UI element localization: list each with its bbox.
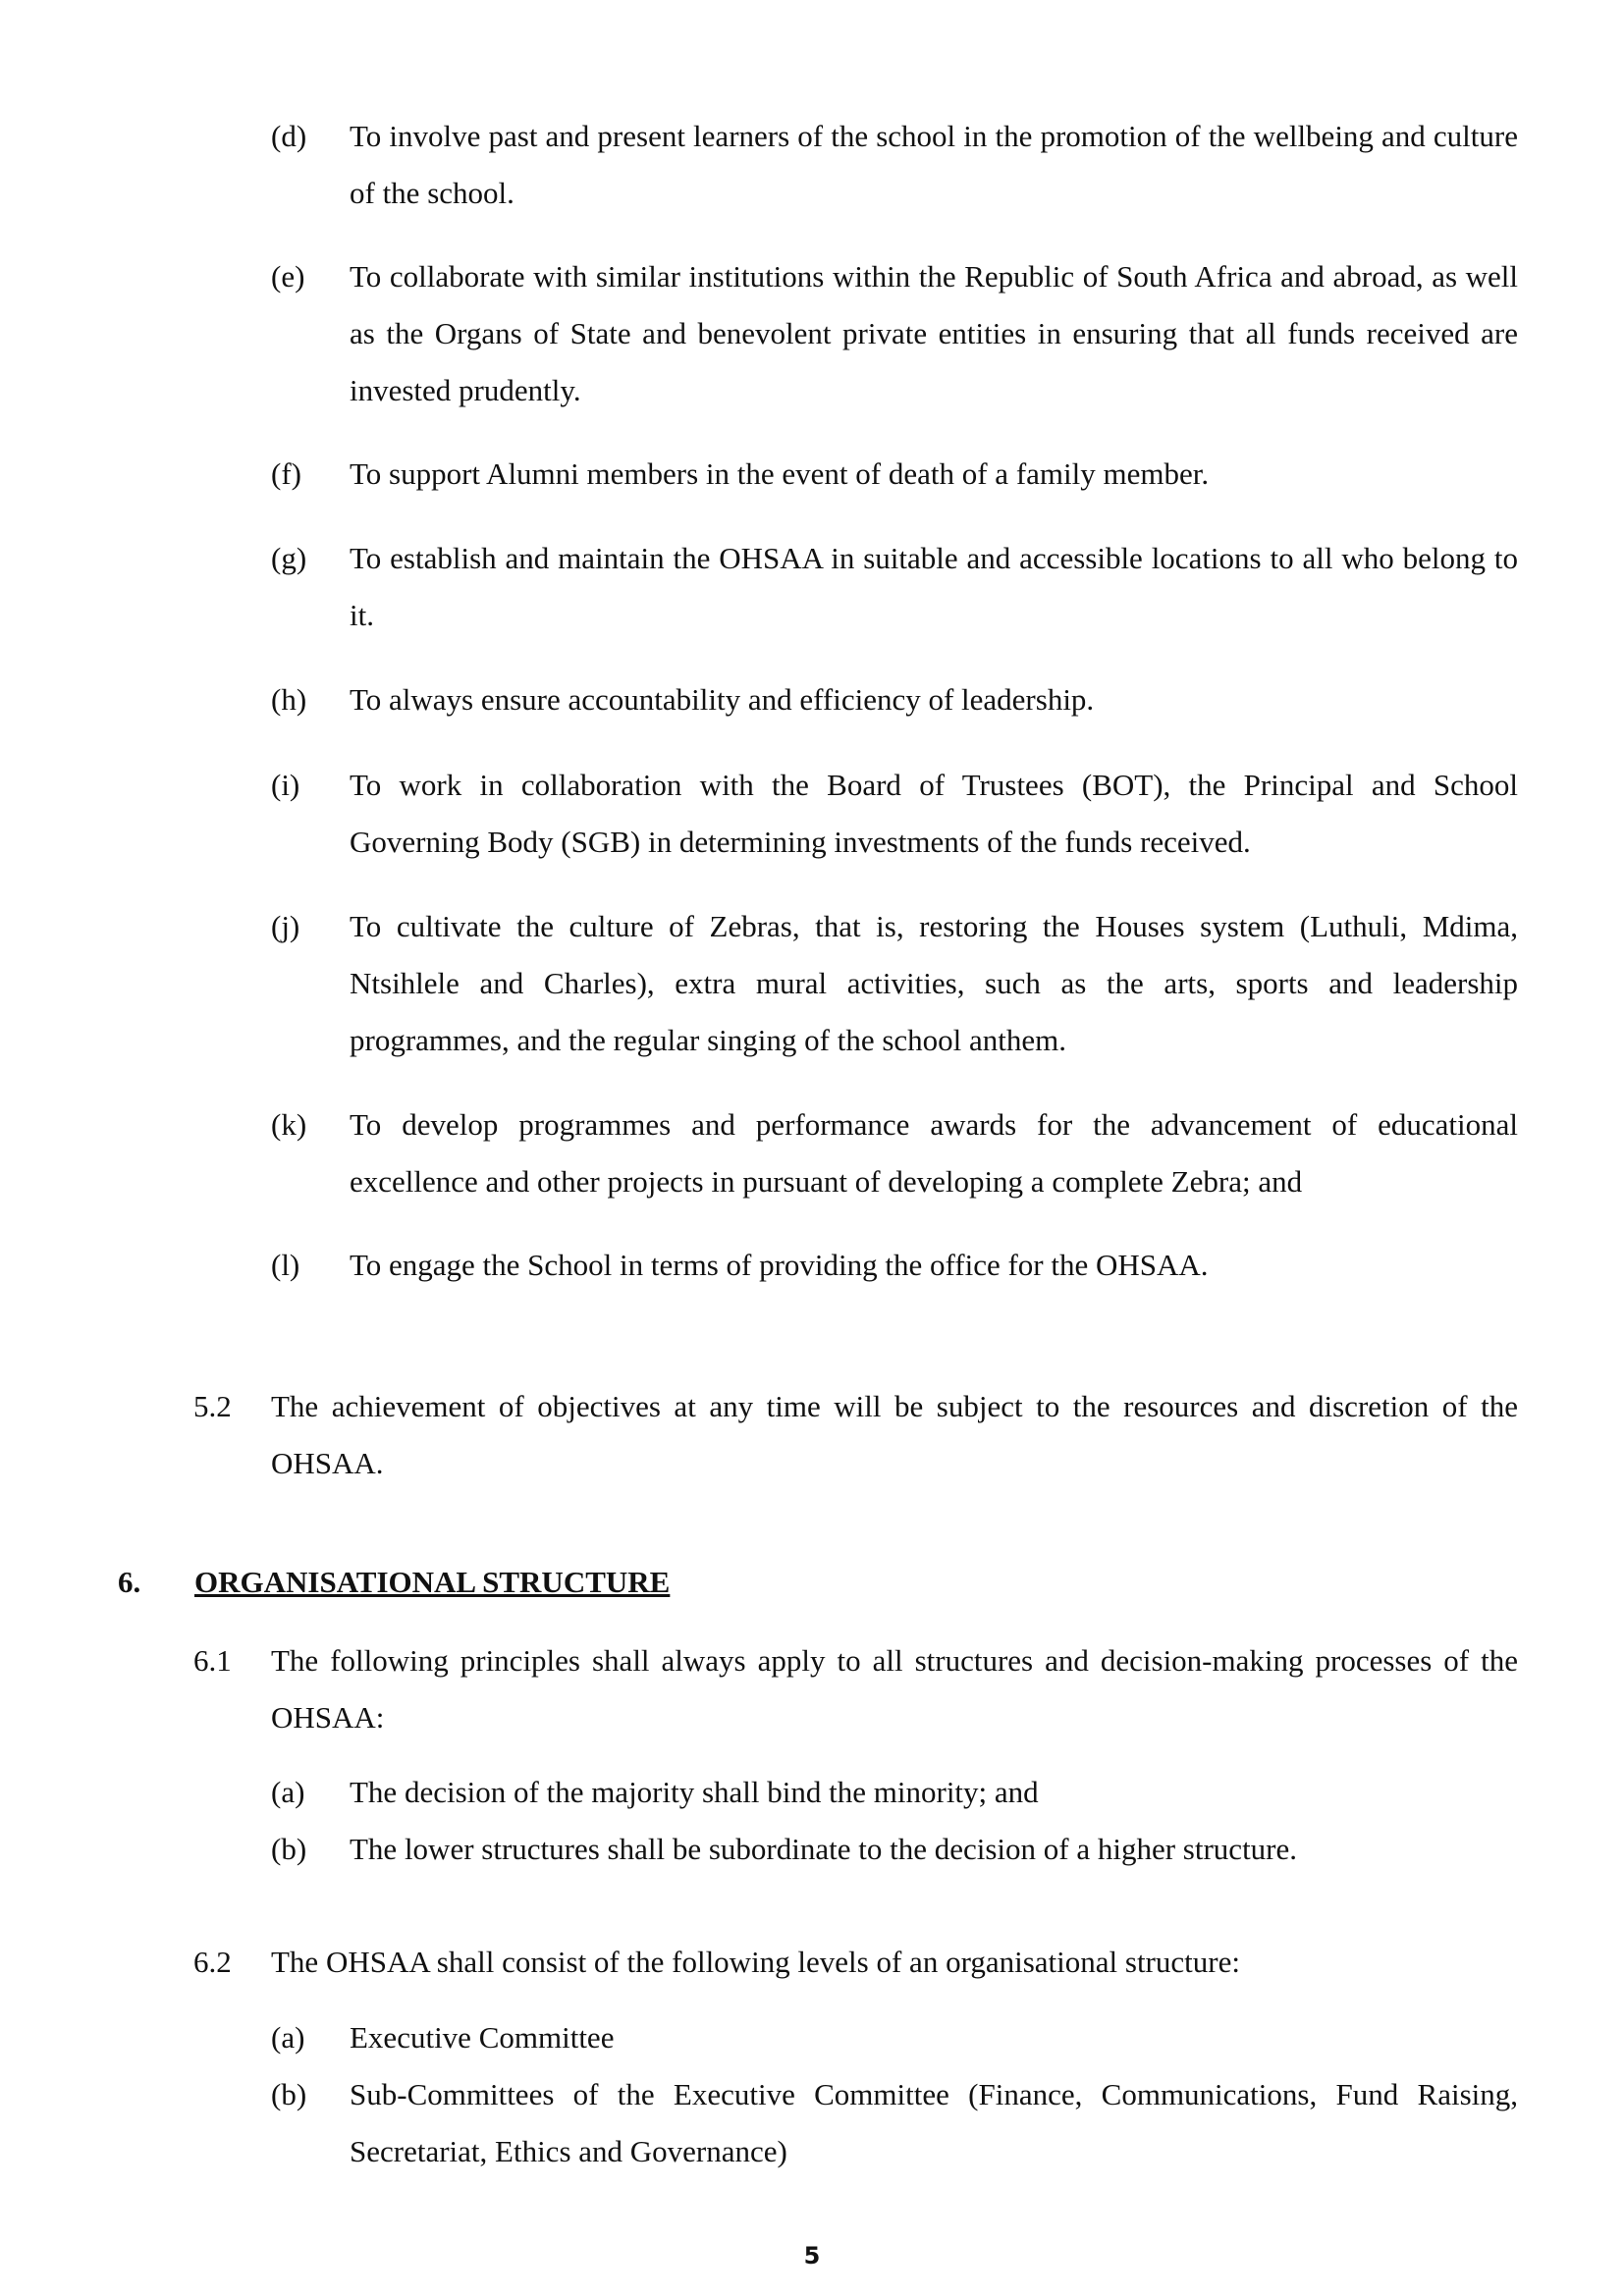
- objective-text-l: To engage the School in terms of providing the office for the OHSAA.: [350, 1248, 1209, 1282]
- objective-item-g: [271, 530, 1518, 644]
- clause-6-2-item-a: [271, 2009, 1518, 2066]
- clause-6-2-text-b: Sub-Committees of the Executive Committee (Finance, Communications, Fund Raising, Secretariat, Ethics and Governance): [350, 2077, 1518, 2168]
- clause-6-1: [193, 1632, 1518, 1746]
- clause-6-2-text-a: Executive Committee: [350, 2020, 615, 2055]
- clause-6-1-text-a: The decision of the majority shall bind the minority; and: [350, 1775, 1039, 1809]
- clause-5-2: [193, 1378, 1518, 1492]
- objective-item-j: [271, 898, 1518, 1069]
- objective-item-i: [271, 757, 1518, 871]
- objective-item-l: [271, 1237, 1518, 1294]
- objective-text-j: To cultivate the culture of Zebras, that is, restoring the Houses system (Luthuli, Mdima, Ntsihlele and Charles), extra mural activities, such as the arts, sports and leadership programmes, and the regular singing of the school anthem.: [350, 909, 1518, 1057]
- clause-6-1-item-b: [271, 1821, 1518, 1878]
- objective-item-d: [271, 108, 1518, 222]
- clause-6-2-item-b: [271, 2066, 1518, 2180]
- clause-6-1-label-a: (a): [271, 1775, 305, 1809]
- objective-text-d: To involve past and present learners of the school in the promotion of the wellbeing and culture of the school.: [350, 119, 1518, 210]
- clause-6-2-number: 6.2: [193, 1945, 232, 1979]
- clause-6-1-text-b: The lower structures shall be subordinate to the decision of a higher structure.: [350, 1832, 1298, 1866]
- clause-6-2-label-b: (b): [271, 2077, 307, 2111]
- objective-label-k: (k): [271, 1107, 307, 1142]
- clause-6-1-label-b: (b): [271, 1832, 307, 1866]
- objective-label-h: (h): [271, 682, 307, 717]
- clause-6-2-label-a: (a): [271, 2020, 305, 2055]
- objective-text-i: To work in collaboration with the Board of Trustees (BOT), the Principal and School Governing Body (SGB) in determining investments of the funds received.: [350, 768, 1518, 859]
- clause-5-2-text: The achievement of objectives at any time will be subject to the resources and discretion of the OHSAA.: [271, 1389, 1518, 1480]
- clause-5-2-number: 5.2: [193, 1389, 232, 1423]
- objective-text-e: To collaborate with similar institutions within the Republic of South Africa and abroad, as well as the Organs of State and benevolent private entities in ensuring that all funds received are invested prudently.: [350, 259, 1518, 407]
- objective-label-l: (l): [271, 1248, 300, 1282]
- clause-6-1-number: 6.1: [193, 1643, 232, 1678]
- clause-6-2: [193, 1934, 1518, 1991]
- clause-6-1-item-a: [271, 1764, 1518, 1821]
- objective-label-i: (i): [271, 768, 300, 802]
- objective-label-d: (d): [271, 119, 307, 153]
- section-6-number: 6.: [118, 1565, 141, 1599]
- section-6-title: ORGANISATIONAL STRUCTURE: [194, 1565, 671, 1599]
- objective-text-f: To support Alumni members in the event of death of a family member.: [350, 456, 1210, 491]
- clause-6-2-text: The OHSAA shall consist of the following levels of an organisational structure:: [271, 1945, 1240, 1979]
- objective-item-f: [271, 446, 1518, 503]
- objective-item-k: [271, 1096, 1518, 1210]
- clause-6-1-text: The following principles shall always apply to all structures and decision-making processes of the OHSAA:: [271, 1643, 1518, 1735]
- objective-item-e: [271, 248, 1518, 419]
- objective-item-h: [271, 671, 1518, 728]
- page-number: 5: [803, 2242, 821, 2269]
- objective-text-h: To always ensure accountability and efficiency of leadership.: [350, 682, 1095, 717]
- objective-label-g: (g): [271, 541, 307, 575]
- objective-text-k: To develop programmes and performance awards for the advancement of educational excellence and other projects in pursuant of developing a complete Zebra; and: [350, 1107, 1518, 1199]
- objective-label-e: (e): [271, 259, 305, 294]
- objective-label-j: (j): [271, 909, 300, 943]
- objective-text-g: To establish and maintain the OHSAA in suitable and accessible locations to all who belong to it.: [350, 541, 1518, 632]
- objective-label-f: (f): [271, 456, 301, 491]
